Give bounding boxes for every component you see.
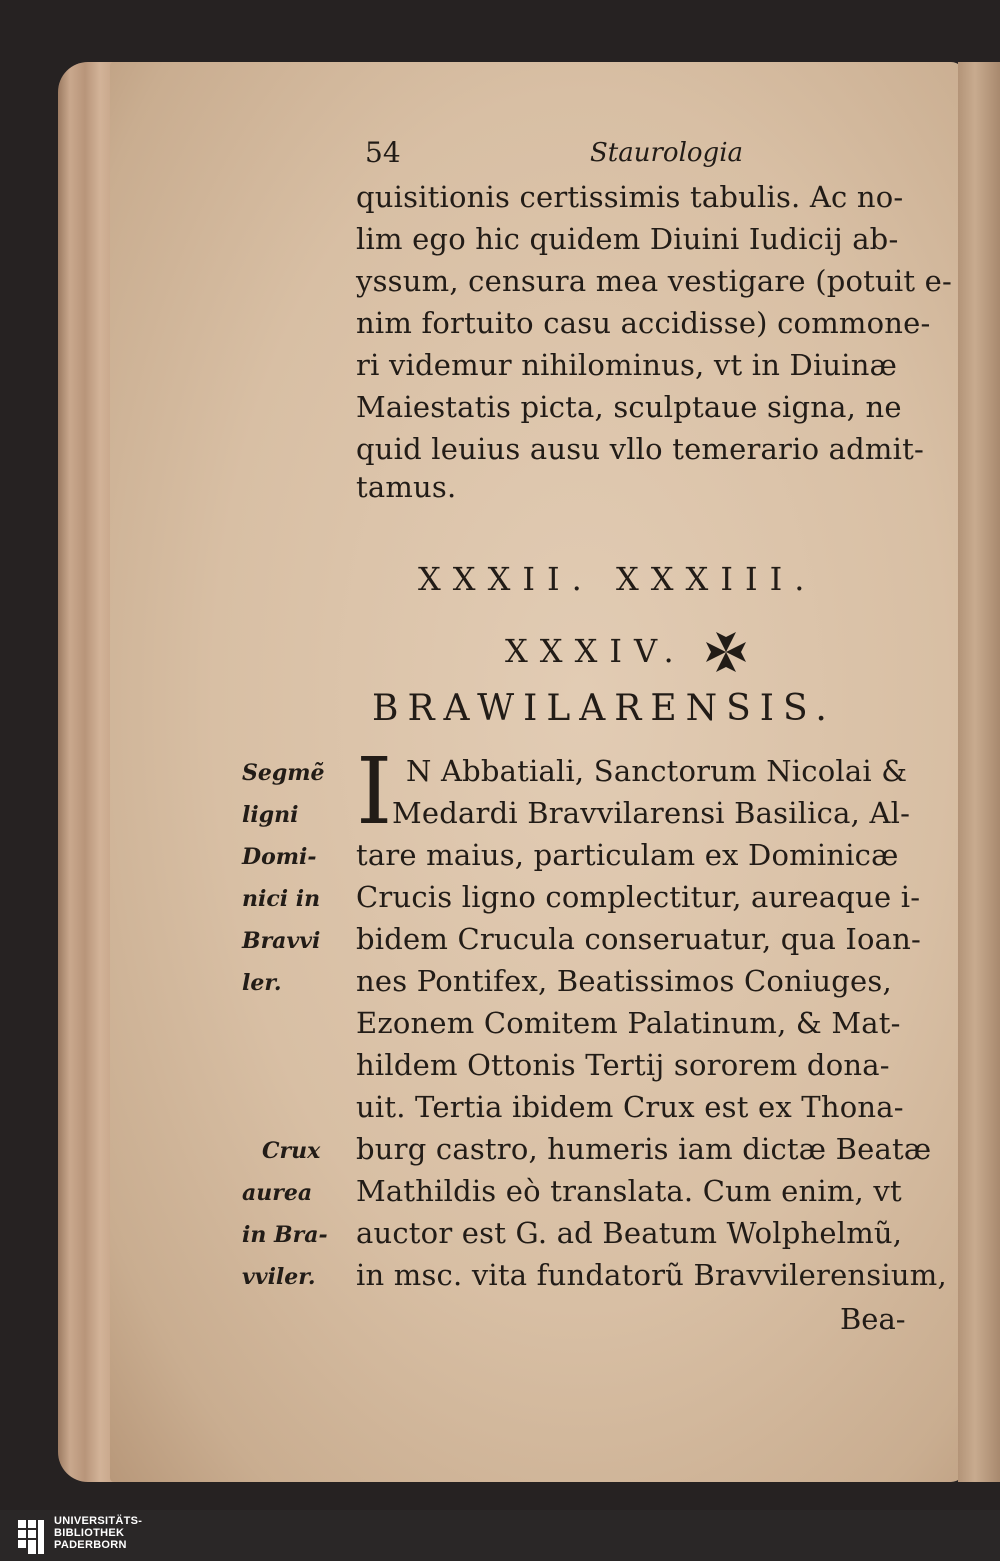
book-page-edges [58, 62, 118, 1482]
library-name-line: UNIVERSITÄTS- [54, 1515, 143, 1527]
catchword: Bea- [840, 1302, 906, 1336]
library-name-line: BIBLIOTHEK [54, 1527, 125, 1539]
body-line: ri videmur nihilominus, vt in Diuinæ [356, 348, 898, 382]
library-name-line: PADERBORN [54, 1539, 127, 1551]
margin-note-line: ligni [242, 802, 299, 828]
running-head: Staurologia [590, 138, 744, 168]
facing-page-edge [958, 62, 1000, 1482]
body-line: nes Pontifex, Beatissimos Coniuges, [356, 964, 892, 998]
body-line: Mathildis eò translata. Cum enim, vt [356, 1174, 902, 1208]
margin-note-line: ler. [242, 970, 282, 996]
body-line: Crucis ligno complectitur, aureaque i- [356, 880, 921, 914]
body-line: in msc. vita fundatorũ Bravvilerensium, [356, 1258, 947, 1292]
section-heading-number: XXXIV. [505, 632, 686, 670]
body-line: Maiestatis picta, sculptaue signa, ne [356, 390, 902, 424]
margin-note-line: in Bra- [242, 1222, 328, 1248]
body-line: uit. Tertia ibidem Crux est ex Thona- [356, 1090, 904, 1124]
body-line: auctor est G. ad Beatum Wolphelmũ, [356, 1216, 903, 1250]
margin-note-line: nici in [242, 886, 321, 912]
body-line: tamus. [356, 470, 457, 504]
section-heading-numbers: XXXII. XXXIII. [418, 560, 817, 598]
initial-letter: I [356, 738, 393, 845]
margin-note-line: vviler. [242, 1264, 316, 1290]
body-line: Ezonem Comitem Palatinum, & Mat- [356, 1006, 901, 1040]
body-line: hildem Ottonis Tertij sororem dona- [356, 1048, 890, 1082]
body-line: lim ego hic quidem Diuini Iudicij ab- [356, 222, 899, 256]
margin-note-line: Domi- [242, 844, 317, 870]
body-line: yssum, censura mea vestigare (potuit e- [356, 264, 952, 298]
margin-note-line: aurea [242, 1180, 313, 1206]
body-line: quisitionis certissimis tabulis. Ac no- [356, 180, 904, 214]
body-line: N Abbatiali, Sanctorum Nicolai & [406, 754, 908, 788]
body-line: quid leuius ausu vllo temerario admit- [356, 432, 924, 466]
body-line: bidem Crucula conseruatur, qua Ioan- [356, 922, 922, 956]
section-title: BRAWILARENSIS. [372, 688, 836, 729]
margin-note-line: Crux [262, 1138, 321, 1164]
body-line: Medardi Bravvilarensi Basilica, Al- [392, 796, 911, 830]
library-logo-icon [16, 1518, 46, 1556]
maltese-cross-icon [702, 628, 750, 676]
page-number: 54 [365, 136, 401, 169]
margin-note-line: Bravvi [242, 928, 321, 954]
body-line: nim fortuito casu accidisse) commone- [356, 306, 931, 340]
body-line: tare maius, particulam ex Dominicæ [356, 838, 899, 872]
margin-note-line: Segmẽ [242, 760, 325, 786]
body-line: burg castro, humeris iam dictæ Beatæ [356, 1132, 932, 1166]
library-name [54, 1515, 142, 1551]
